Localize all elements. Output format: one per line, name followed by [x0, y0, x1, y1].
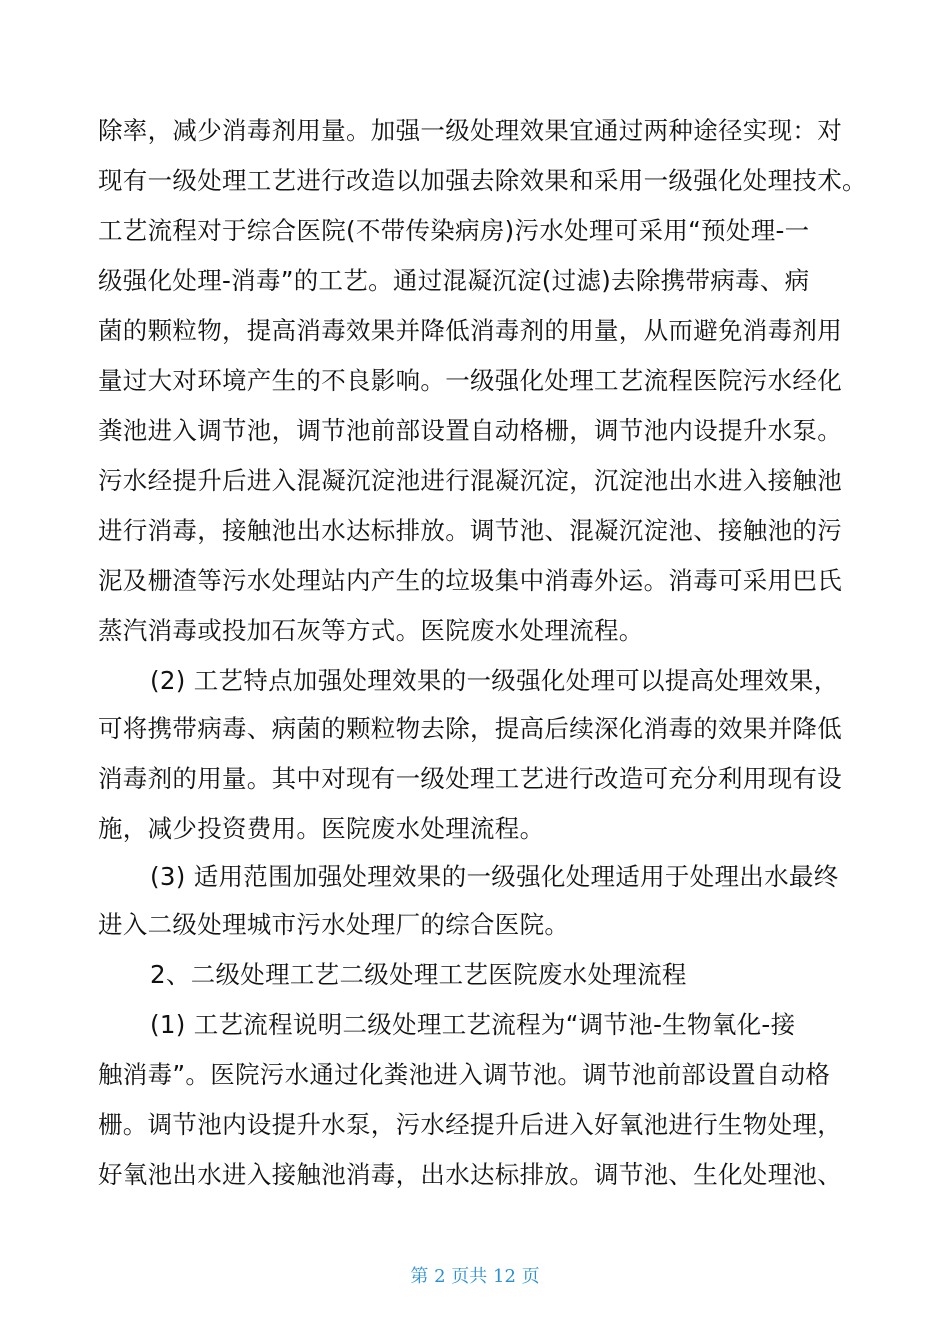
text-line-21: 栅。调节池内设提升水泵，污水经提升后进入好氧池进行生物处理， [98, 1110, 842, 1139]
text-line-1: 除率，减少消毒剂用量。加强一级处理效果宜通过两种途径实现：对 [98, 116, 842, 145]
text-line-16: (3) 适用范围加强处理效果的一级强化处理适用于处理出水最终 [150, 862, 839, 891]
text-line-6: 量过大对环境产生的不良影响。一级强化处理工艺流程医院污水经化 [98, 366, 842, 395]
text-line-2: 现有一级处理工艺进行改造以加强去除效果和采用一级强化处理技术。 [98, 166, 867, 195]
text-line-4: 级强化处理-消毒”的工艺。通过混凝沉淀(过滤)去除携带病毒、病 [98, 266, 810, 295]
text-line-14: 消毒剂的用量。其中对现有一级处理工艺进行改造可充分利用现有设 [98, 764, 842, 793]
text-line-10: 泥及栅渣等污水处理站内产生的垃圾集中消毒外运。消毒可采用巴氏 [98, 566, 842, 595]
text-line-13: 可将携带病毒、病菌的颗粒物去除，提高后续深化消毒的效果并降低 [98, 714, 842, 743]
text-line-9: 进行消毒，接触池出水达标排放。调节池、混凝沉淀池、接触池的污 [98, 516, 842, 545]
text-line-5: 菌的颗粒物，提高消毒效果并降低消毒剂的用量，从而避免消毒剂用 [98, 316, 842, 345]
text-line-12: (2) 工艺特点加强处理效果的一级强化处理可以提高处理效果， [150, 666, 839, 695]
text-line-20: 触消毒”。医院污水通过化粪池进入调节池。调节池前部设置自动格 [98, 1060, 831, 1089]
text-line-22: 好氧池出水进入接触池消毒，出水达标排放。调节池、生化处理池、 [98, 1160, 842, 1189]
text-line-19: (1) 工艺流程说明二级处理工艺流程为“调节池-生物氧化-接 [150, 1010, 796, 1039]
text-line-18: 2、二级处理工艺二级处理工艺医院废水处理流程 [150, 960, 687, 989]
text-line-11: 蒸汽消毒或投加石灰等方式。医院废水处理流程。 [98, 616, 644, 645]
text-line-8: 污水经提升后进入混凝沉淀池进行混凝沉淀，沉淀池出水进入接触池 [98, 466, 842, 495]
page-number-footer: 第 2 页共 12 页 [410, 1266, 540, 1287]
text-line-7: 粪池进入调节池，调节池前部设置自动格栅，调节池内设提升水泵。 [98, 416, 842, 445]
text-line-3: 工艺流程对于综合医院(不带传染病房)污水处理可采用“预处理-一 [98, 216, 810, 245]
text-line-17: 进入二级处理城市污水处理厂的综合医院。 [98, 910, 570, 939]
text-line-15: 施，减少投资费用。医院废水处理流程。 [98, 814, 545, 843]
